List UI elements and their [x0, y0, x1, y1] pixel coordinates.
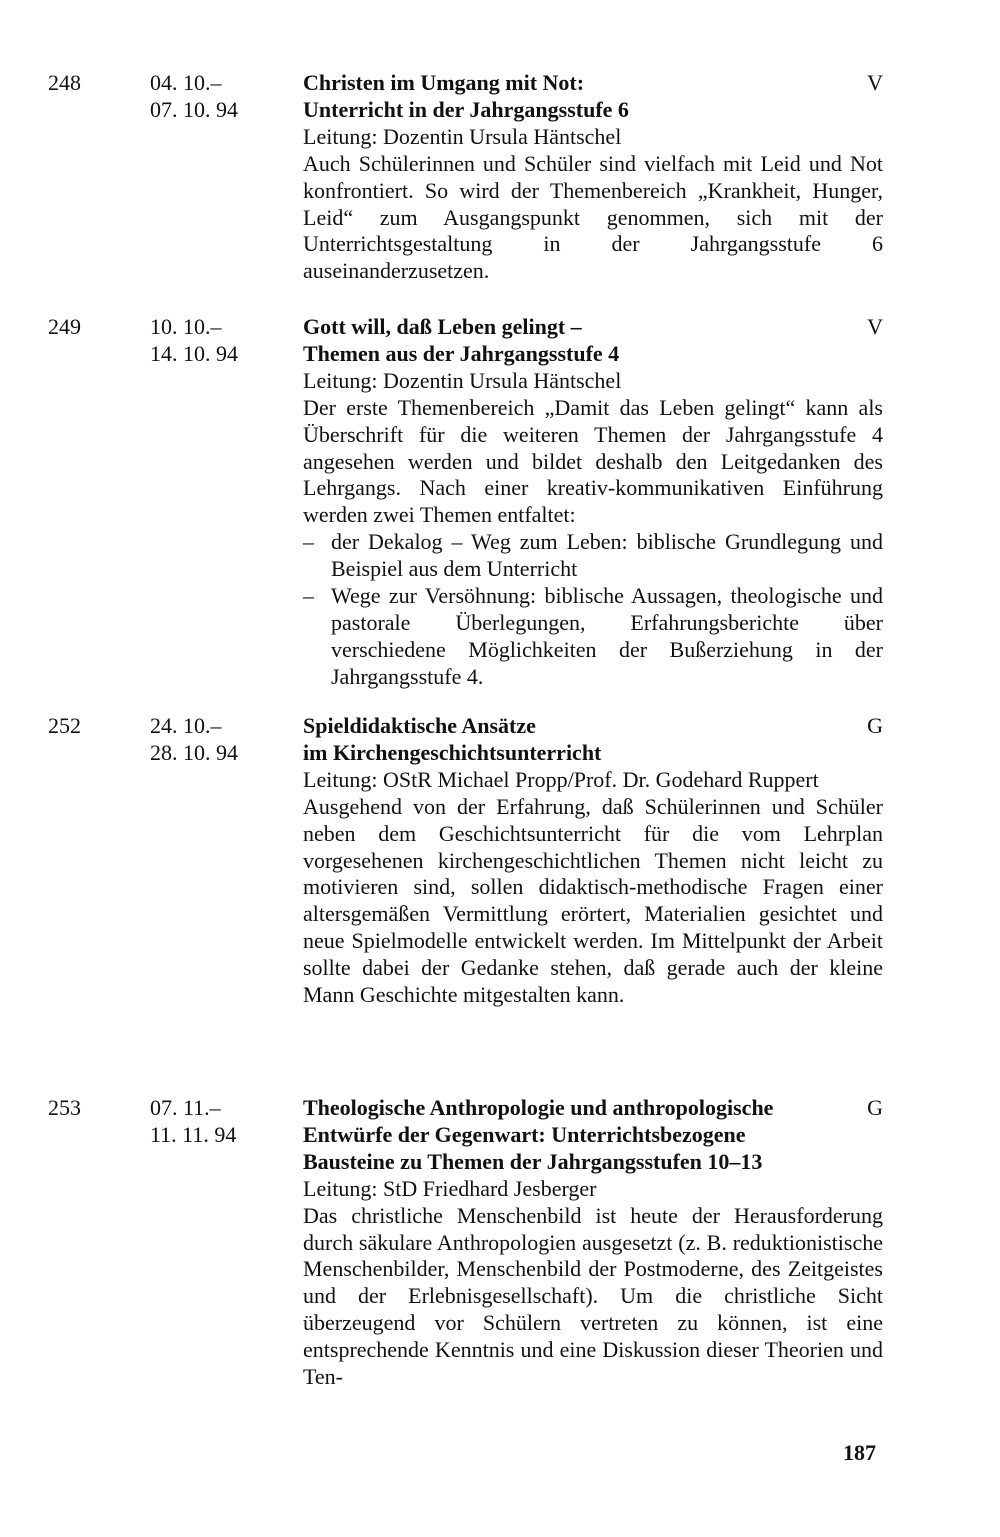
course-dates: [150, 314, 280, 368]
course-dates: [150, 713, 280, 767]
date-to: 28. 10. 94: [150, 739, 238, 765]
course-type-code: V: [867, 70, 883, 95]
date-from: 10. 10.–: [150, 314, 222, 339]
title-line: Spieldidaktische Ansätze: [303, 713, 536, 738]
title-line: Theologische Anthropologie und anthropologische Entwürfe der Gegenwart: Unterrichtsbezogene Bausteine zu Themen der Jahrgangsstufen 10–13: [303, 1095, 774, 1174]
title-line: Gott will, daß Leben gelingt –: [303, 314, 582, 339]
title-line: Christen im Umgang mit Not:: [303, 70, 585, 95]
course-title: [303, 70, 883, 124]
page-number: 187: [843, 1440, 876, 1465]
course-title: [303, 713, 883, 767]
course-dates: [150, 1095, 280, 1149]
date-to: 14. 10. 94: [150, 340, 238, 366]
course-description: Das christliche Menschenbild ist heute der Herausforderung durch säkulare Anthropologien ausgesetzt (z. B. reduktionistische Menschenbilder, Menschenbild der Postmoderne, des Zeitgeistes und der Erlebnisgesellschaft). Um die christliche Sicht überzeugend vor Schülern vertreten zu können, ist eine entsprechende Kenntnis und eine Diskussion dieser Theorien und Ten-: [303, 1202, 883, 1390]
course-body: [303, 1095, 883, 1391]
course-dates: [150, 70, 280, 124]
course-number: 252: [48, 713, 81, 738]
course-description: Der erste Themenbereich „Damit das Leben gelingt“ kann als Überschrift für die weiteren Themen der Jahrgangsstufe 4 angesehen werden und bildet deshalb den Leitgedanken des Lehrgangs. Nach einer kreativ-kommunikativen Einführung werden zwei Themen entfaltet:: [303, 394, 883, 528]
title-line: Unterricht in der Jahrgangsstufe 6: [303, 96, 629, 122]
course-number: 249: [48, 314, 81, 339]
date-to: 07. 10. 94: [150, 96, 238, 122]
course-leader: Leitung: Dozentin Ursula Häntschel: [303, 123, 622, 149]
course-leader: Leitung: OStR Michael Propp/Prof. Dr. Godehard Ruppert: [303, 766, 819, 792]
course-type-code: V: [867, 314, 883, 339]
course-type-code: G: [867, 713, 883, 738]
course-description: Auch Schülerinnen und Schüler sind vielfach mit Leid und Not konfrontiert. So wird der Themenbereich „Krankheit, Hunger, Leid“ zum Ausgangspunkt genommen, sich mit der Unterrichtsgestaltung in der Jahrgangsstufe 6 auseinanderzusetzen.: [303, 150, 883, 284]
course-number: 253: [48, 1095, 81, 1120]
course-leader: Leitung: Dozentin Ursula Häntschel: [303, 367, 622, 393]
course-title: [303, 314, 883, 368]
course-body: [303, 713, 883, 1009]
course-description: Ausgehend von der Erfahrung, daß Schülerinnen und Schüler neben dem Geschichtsunterricht für die vom Lehrplan vorgesehenen kirchengeschichtlichen Themen nicht leicht zu motivieren sind, sollen didaktisch-methodische Fragen einer altersgemäßen Vermittlung erörtert, Materialien gesichtet und neue Spielmodelle entwickelt werden. Im Mittelpunkt der Arbeit sollte dabei der Gedanke stehen, daß gerade auch der kleine Mann Geschichte mitgestalten kann.: [303, 793, 883, 1008]
course-body: [303, 70, 883, 285]
date-from: 24. 10.–: [150, 713, 222, 738]
date-to: 11. 11. 94: [150, 1121, 237, 1147]
title-line: Themen aus der Jahrgangsstufe 4: [303, 340, 620, 366]
list-item: – der Dekalog – Weg zum Leben: biblische Grundlegung und Beispiel aus dem Unterricht: [303, 529, 883, 583]
course-leader: Leitung: StD Friedhard Jesberger: [303, 1175, 597, 1201]
course-number: 248: [48, 70, 81, 95]
course-type-code: G: [867, 1095, 883, 1120]
date-from: 04. 10.–: [150, 70, 222, 95]
course-body: [303, 314, 883, 691]
date-from: 07. 11.–: [150, 1095, 221, 1120]
list-item: – Wege zur Versöhnung: biblische Aussagen, theologische und pastorale Überlegungen, Erfahrungsberichte über verschiedene Möglichkeiten der Bußerziehung in der Jahrgangsstufe 4.: [303, 583, 883, 691]
course-title: [303, 1095, 883, 1176]
topic-list: [303, 529, 883, 690]
title-line: im Kirchengeschichtsunterricht: [303, 739, 602, 765]
